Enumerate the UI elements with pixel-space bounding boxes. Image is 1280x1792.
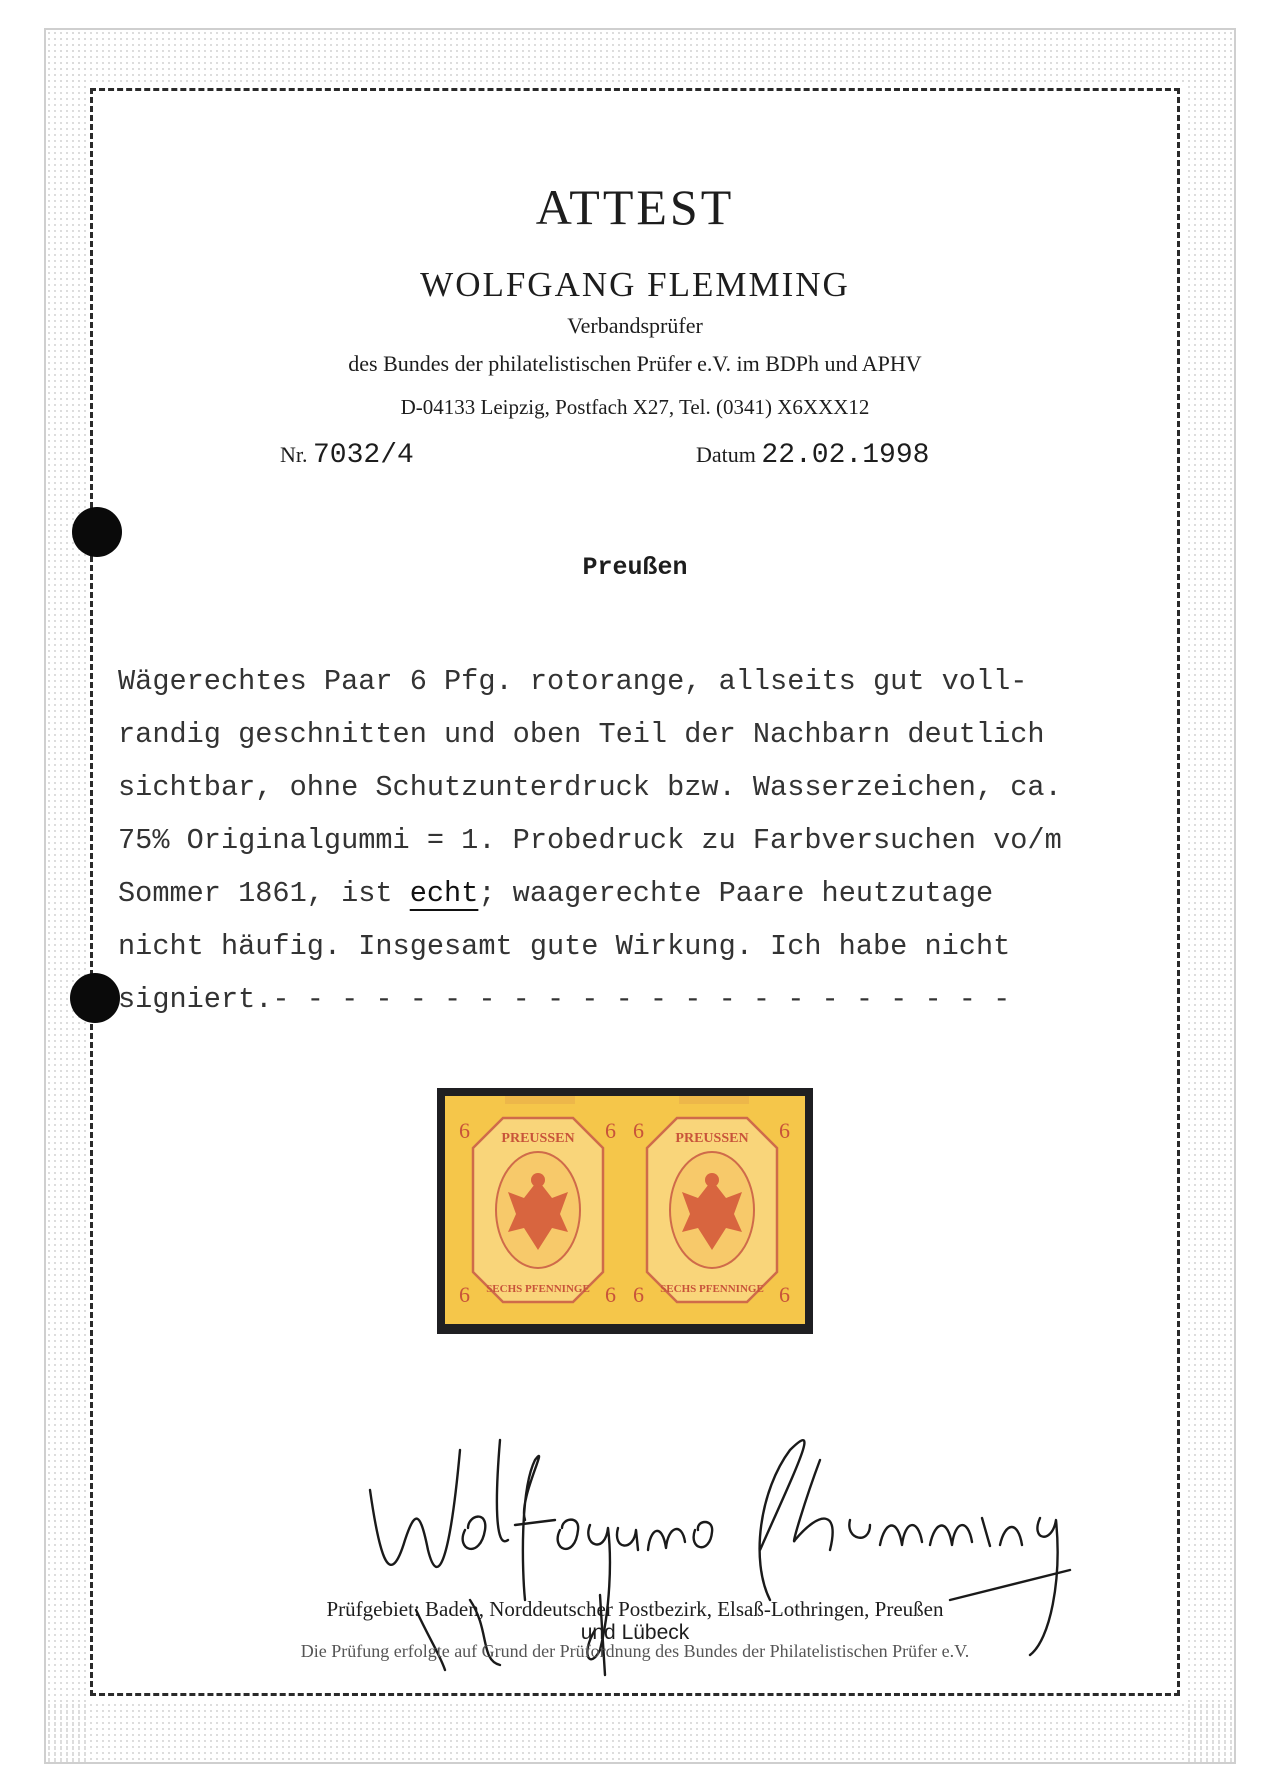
description-line: sichtbar, ohne Schutzunterdruck bzw. Wasserzeichen, ca.: [118, 771, 1062, 804]
stamp-denomination: 6: [605, 1282, 616, 1307]
punch-hole-bottom: [70, 973, 120, 1023]
description-line: nicht häufig. Insgesamt gute Wirkung. Ich habe nicht: [118, 930, 1011, 963]
frame-stipple-left: [46, 30, 86, 1762]
frame-stipple-bottom: [46, 1702, 1234, 1762]
stamp-right: [633, 1118, 790, 1307]
frame-stipple-right: [1186, 30, 1234, 1762]
footer-line-2: und Lübeck: [580, 1621, 690, 1644]
certificate-title: ATTEST: [535, 179, 735, 235]
description-line: [118, 867, 1138, 920]
description-line: 75% Originalgummi = 1. Probedruck zu Farbversuchen vo/m: [118, 824, 1062, 857]
subject-heading: Preußen: [582, 553, 688, 582]
examiner-role: Verbandsprüfer: [567, 313, 703, 338]
stamp-paper: [445, 1096, 805, 1324]
genuine-word: echt: [409, 877, 479, 910]
description-text: [118, 655, 1138, 1026]
stamp-value-text: SECHS PFENNINGE: [660, 1283, 764, 1295]
examiner-name: WOLFGANG FLEMMING: [420, 265, 850, 304]
description-line: signiert.- - - - - - - - - - - - - - - - - - - - - -: [118, 983, 1011, 1016]
certificate-number: [280, 440, 414, 471]
association-line: des Bundes der philatelistischen Prüfer e.V. im BDPh und APHV: [348, 351, 922, 376]
line5-after: ; waagerechte Paare heutzutage: [478, 877, 994, 910]
stamp-denomination: 6: [459, 1282, 470, 1307]
stamp-denomination: 6: [633, 1282, 644, 1307]
stamp-value-text: SECHS PFENNINGE: [486, 1283, 590, 1295]
address-line: D-04133 Leipzig, Postfach X27, Tel. (0341) X6XXX12: [400, 395, 870, 419]
stamp-photo: [437, 1088, 813, 1334]
footer-line-3: Die Prüfung erfolgte auf Grund der Prüfordnung des Bundes der Philatelistischen Prüfer e.V.: [300, 1641, 970, 1661]
stamp-left: [459, 1118, 616, 1307]
neighbor-margin-left: [505, 1096, 575, 1104]
line5-before: Sommer 1861, ist: [118, 877, 410, 910]
stamp-country: PREUSSEN: [501, 1131, 575, 1146]
punch-hole-top: [72, 507, 122, 557]
number-value: 7032/4: [313, 440, 414, 471]
stamp-denomination: 6: [779, 1282, 790, 1307]
description-line: randig geschnitten und oben Teil der Nachbarn deutlich: [118, 718, 1045, 751]
date-label: Datum: [696, 442, 756, 467]
number-label: Nr.: [280, 442, 308, 467]
stamp-pair-image: [445, 1096, 805, 1324]
date-value: 22.02.1998: [761, 440, 930, 471]
stamp-country: PREUSSEN: [675, 1131, 749, 1146]
certificate-date: [696, 440, 929, 471]
stamp-denomination: 6: [779, 1118, 790, 1143]
neighbor-margin-right: [679, 1096, 749, 1104]
stamp-denomination: 6: [605, 1118, 616, 1143]
footer-line-1: Prüfgebiet: Baden, Norddeutscher Postbezirk, Elsaß-Lothringen, Preußen: [326, 1597, 944, 1621]
frame-stipple-top: [46, 30, 1234, 82]
stamp-denomination: 6: [633, 1118, 644, 1143]
stamp-denomination: 6: [459, 1118, 470, 1143]
description-line: Wägerechtes Paar 6 Pfg. rotorange, allseits gut voll-: [118, 665, 1028, 698]
